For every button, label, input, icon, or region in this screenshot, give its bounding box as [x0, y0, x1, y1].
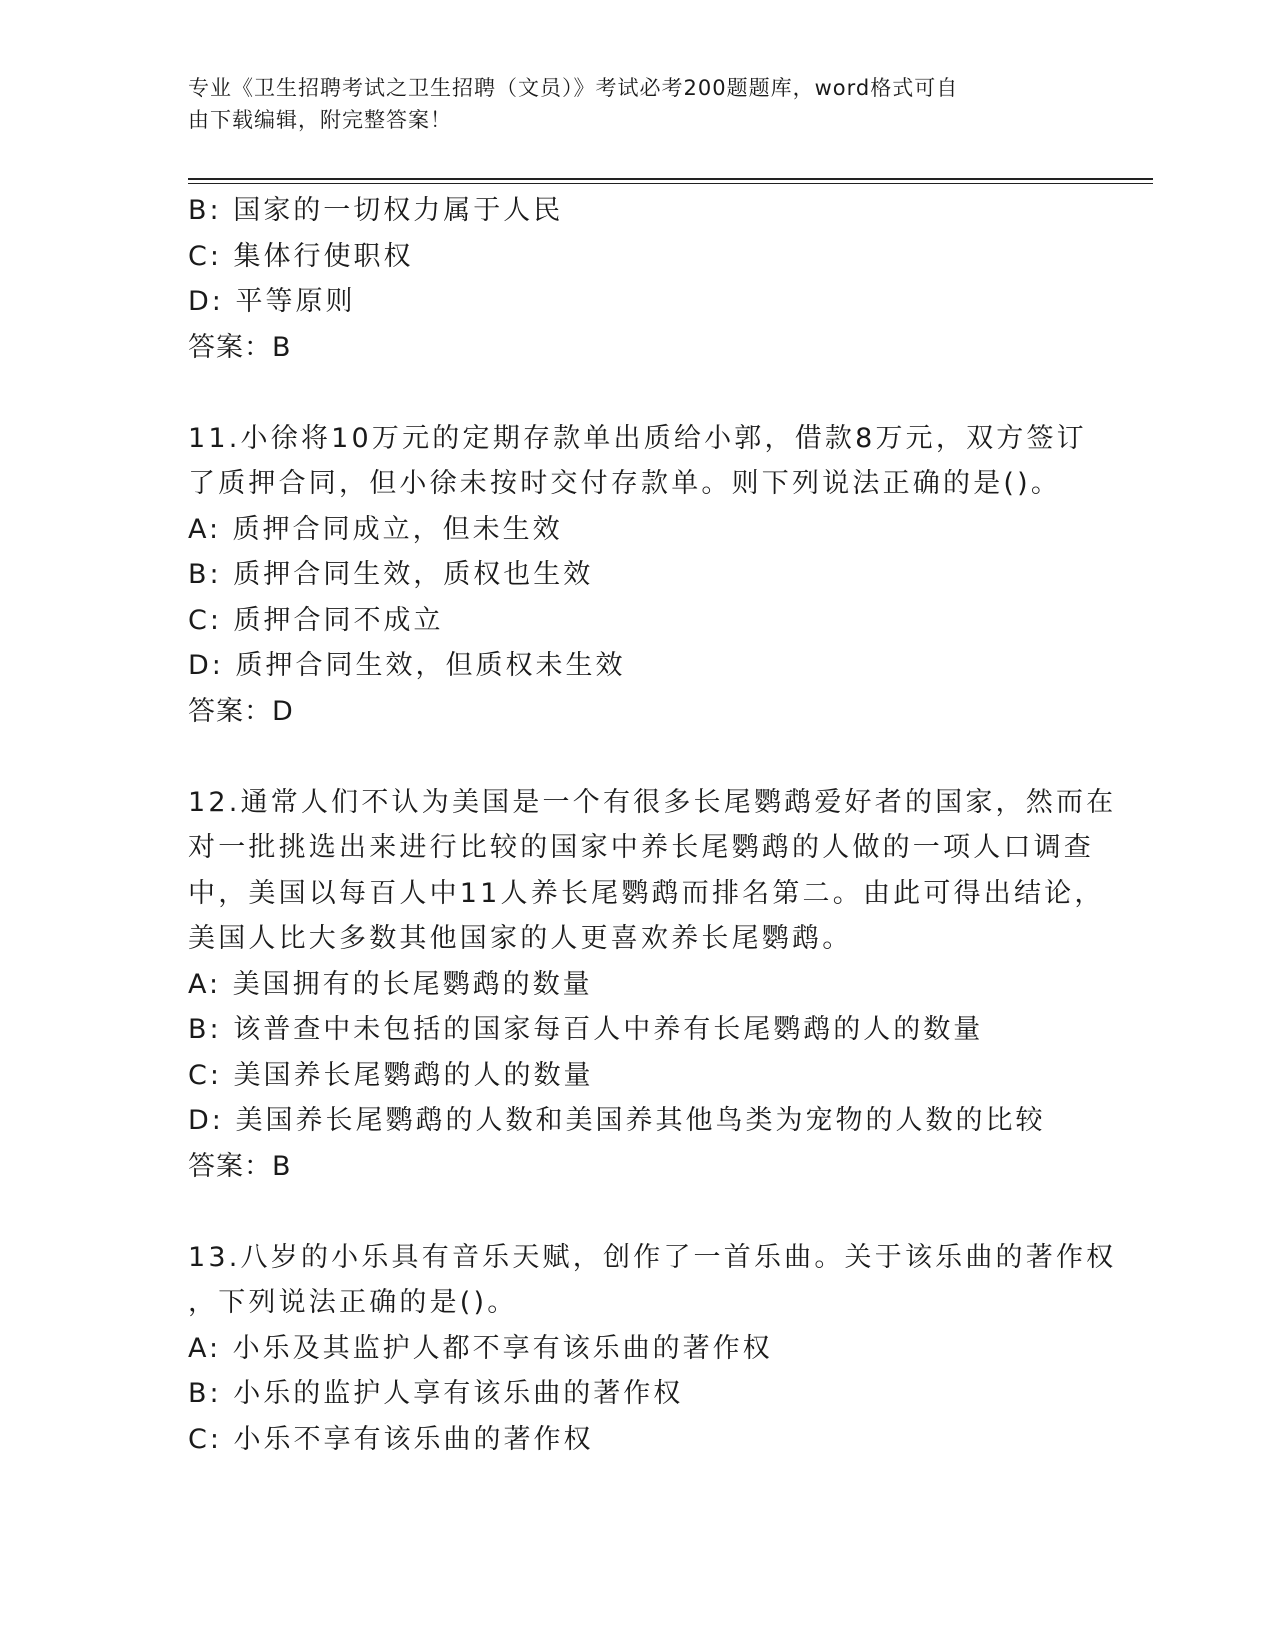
option-a: A: 美国拥有的长尾鹦鹉的数量 — [188, 968, 593, 1000]
question-text — [188, 1235, 1117, 1326]
option-c: C: 小乐不享有该乐曲的著作权 — [188, 1423, 594, 1455]
header-rule-thin — [188, 183, 1153, 184]
question-line: 美国人比大多数其他国家的人更喜欢养长尾鹦鹉。 — [188, 923, 853, 954]
spacer — [188, 370, 1088, 416]
question-text — [188, 416, 1088, 507]
header-line-1: 专业《卫生招聘考试之卫生招聘（文员）》考试必考200题题库，word格式可自 — [188, 76, 959, 100]
question-13 — [188, 1235, 1117, 1463]
question-line: 13.八岁的小乐具有音乐天赋，创作了一首乐曲。关于该乐曲的著作权 — [188, 1241, 1117, 1273]
option-a: A: 质押合同成立，但未生效 — [188, 513, 563, 545]
option-c: C: 集体行使职权 — [188, 240, 414, 272]
header-line-2: 由下载编辑，附完整答案！ — [188, 108, 452, 132]
question-12 — [188, 780, 1117, 1190]
option-d: D: 美国养长尾鹦鹉的人数和美国养其他鸟类为宠物的人数的比较 — [188, 1105, 1046, 1136]
question-line: 了质押合同，但小徐未按时交付存款单。则下列说法正确的是()。 — [188, 468, 1062, 499]
document-body — [188, 188, 1117, 1462]
option-b: B: 质押合同生效，质权也生效 — [188, 559, 594, 590]
spacer — [188, 1189, 1088, 1235]
question-line: 中，美国以每百人中11人养长尾鹦鹉而排名第二。由此可得出结论， — [188, 877, 1105, 909]
prev-question — [188, 188, 1088, 370]
document-header — [188, 72, 1068, 136]
answer: 答案：B — [188, 1150, 292, 1182]
option-c: C: 美国养长尾鹦鹉的人的数量 — [188, 1059, 594, 1091]
option-c: C: 质押合同不成立 — [188, 604, 444, 636]
question-line: 12.通常人们不认为美国是一个有很多长尾鹦鹉爱好者的国家，然而在 — [188, 786, 1117, 818]
option-a: A: 小乐及其监护人都不享有该乐曲的著作权 — [188, 1332, 773, 1364]
answer: 答案：D — [188, 695, 294, 727]
answer: 答案：B — [188, 331, 292, 363]
header-rule-thick — [188, 178, 1153, 180]
option-d: D: 质押合同生效，但质权未生效 — [188, 650, 626, 681]
question-line: 对一批挑选出来进行比较的国家中养长尾鹦鹉的人做的一项人口调查 — [188, 832, 1094, 863]
question-text — [188, 780, 1117, 962]
question-line: ，下列说法正确的是()。 — [188, 1287, 518, 1318]
spacer — [188, 734, 1088, 780]
option-b: B: 国家的一切权力属于人民 — [188, 195, 564, 226]
option-b: B: 该普查中未包括的国家每百人中养有长尾鹦鹉的人的数量 — [188, 1014, 984, 1045]
option-b: B: 小乐的监护人享有该乐曲的著作权 — [188, 1378, 684, 1409]
question-line: 11.小徐将10万元的定期存款单出质给小郭，借款8万元，双方签订 — [188, 422, 1087, 454]
question-11 — [188, 416, 1088, 735]
option-d: D: 平等原则 — [188, 286, 356, 317]
